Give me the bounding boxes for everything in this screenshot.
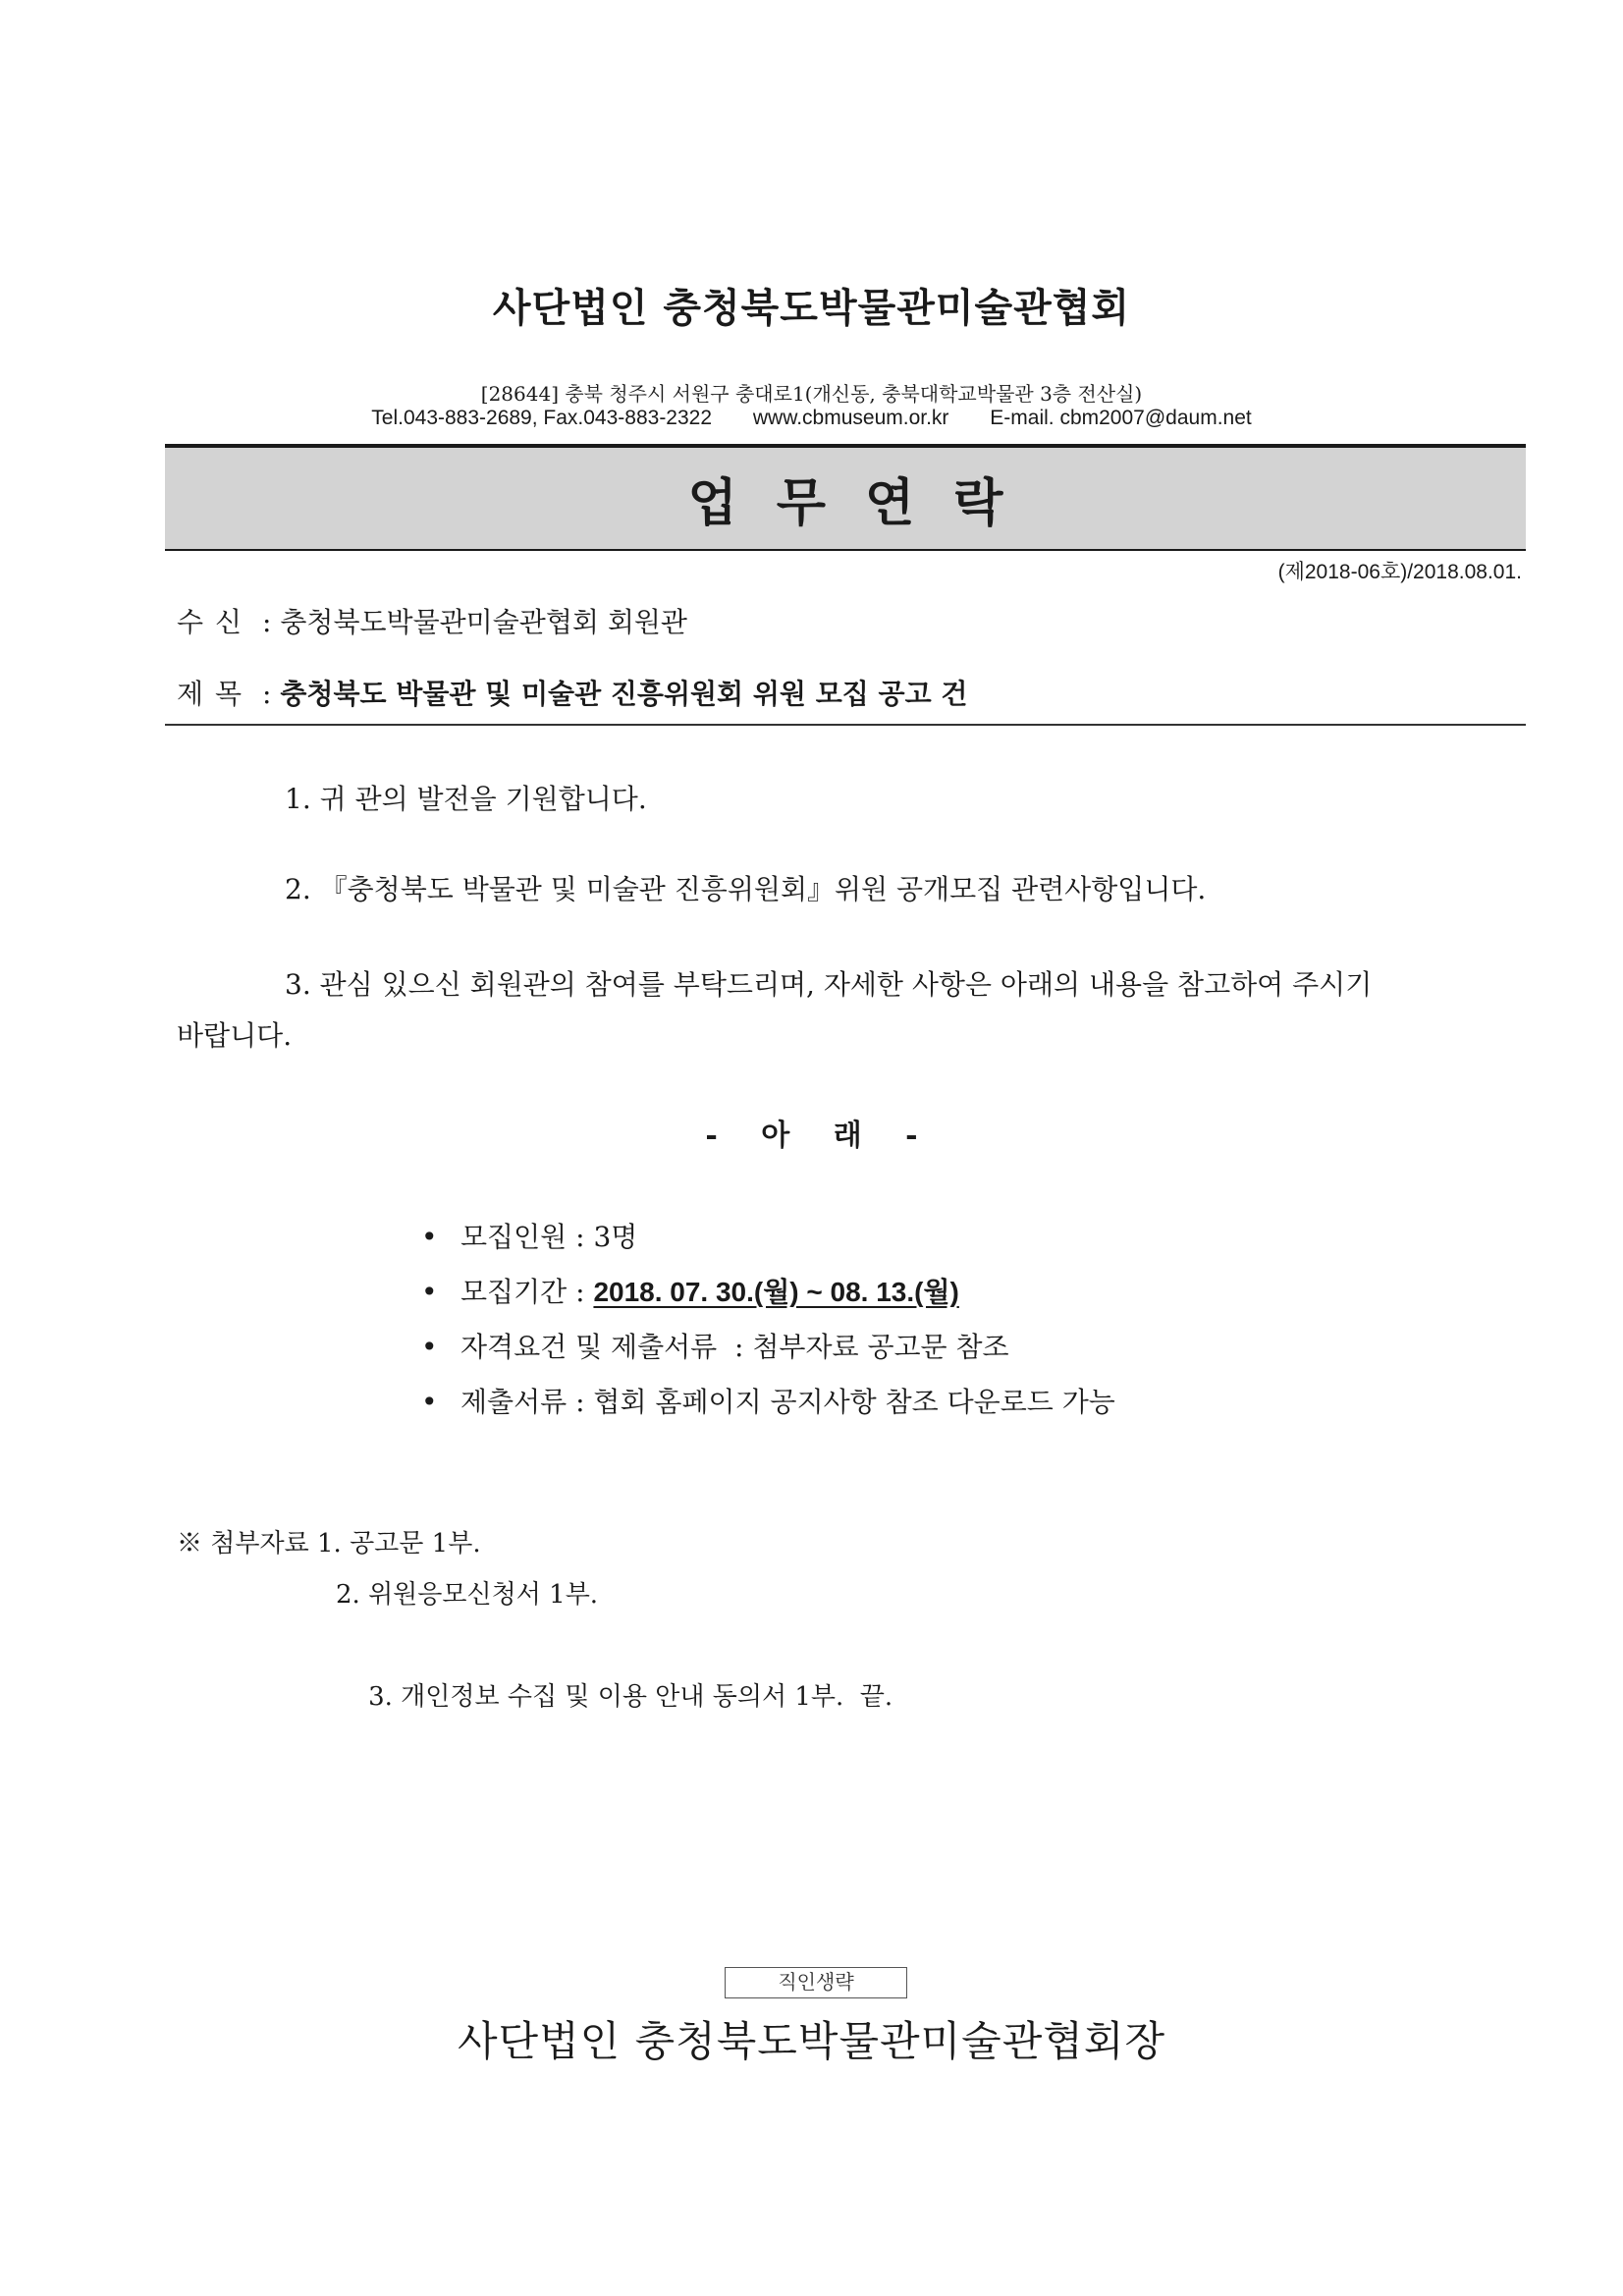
subject-value: 충청북도 박물관 및 미술관 진흥위원회 위원 모집 공고 건	[280, 678, 968, 710]
attachment-row	[177, 1569, 893, 1620]
website: www.cbmuseum.or.kr	[752, 407, 949, 429]
attachment-row	[177, 1518, 893, 1569]
list-item	[417, 1210, 1115, 1265]
organization-address: [28644] 충북 청주시 서원구 충대로1(개신동, 충북대학교박물관 3층 전산실)	[480, 382, 1143, 406]
recruits-value: 3명	[593, 1221, 638, 1253]
list-item	[417, 1320, 1115, 1375]
bullet-icon: •	[421, 1386, 438, 1418]
divider	[165, 724, 1526, 726]
documents-text: 제출서류 : 협회 홈페이지 공지사항 참조 다운로드 가능	[460, 1386, 1115, 1418]
seal-omitted-note: 직인생략	[725, 1967, 907, 1998]
paragraph-2: 2. 『충청북도 박물관 및 미술관 진흥위원회』위원 공개모집 관련사항입니다.	[285, 873, 1207, 905]
paragraph-3-continued: 바랍니다.	[177, 1019, 293, 1052]
attachments-prefix: ※ 첨부자료	[177, 1529, 309, 1558]
organization-title: 사단법인 충청북도박물관미술관협회	[492, 285, 1131, 331]
notice-heading: - 아 래 -	[705, 1119, 918, 1153]
recipient-field: 수신 : 충청북도박물관미술관협회 회원관	[177, 606, 687, 638]
recruits-label: 모집인원 :	[460, 1221, 585, 1253]
tel-fax: Tel.043-883-2689, Fax.043-883-2322	[371, 407, 713, 429]
document-type-title: 업무연락	[687, 473, 1043, 533]
subject-field: 제목 : 충청북도 박물관 및 미술관 진흥위원회 위원 모집 공고 건	[177, 678, 968, 710]
document-number-date: (제2018-06호)/2018.08.01.	[1277, 561, 1522, 583]
attachment-item: 2. 위원응모신청서 1부.	[336, 1580, 599, 1610]
signatory-name: 사단법인 충청북도박물관미술관협회장	[457, 2017, 1166, 2065]
attachment-item: 1. 공고문 1부.	[317, 1529, 481, 1558]
attachment-item: 3. 개인정보 수집 및 이용 안내 동의서 1부. 끝.	[368, 1682, 893, 1712]
email: E-mail. cbm2007@daum.net	[990, 407, 1252, 429]
recipient-label: 수신	[177, 606, 254, 638]
period-label: 모집기간 :	[460, 1276, 585, 1308]
list-item	[417, 1375, 1115, 1430]
paragraph-1: 1. 귀 관의 발전을 기원합니다.	[285, 783, 647, 815]
subject-label: 제목	[177, 678, 254, 710]
list-item	[417, 1265, 1115, 1320]
details-list	[417, 1210, 1115, 1430]
document-type-banner	[165, 444, 1526, 551]
contact-line	[0, 407, 1623, 430]
qualification-text: 자격요건 및 제출서류 : 첨부자료 공고문 참조	[460, 1331, 1009, 1363]
recipient-value: 충청북도박물관미술관협회 회원관	[280, 606, 687, 638]
paragraph-3: 3. 관심 있으신 회원관의 참여를 부탁드리며, 자세한 사항은 아래의 내용을 참고하여 주시기	[285, 968, 1373, 1001]
period-value: 2018. 07. 30.(월) ~ 08. 13.(월)	[593, 1277, 959, 1307]
bullet-icon: •	[421, 1221, 438, 1253]
attachments	[177, 1518, 893, 1712]
bullet-icon: •	[421, 1331, 438, 1363]
bullet-icon: •	[421, 1276, 438, 1308]
attachment-row	[177, 1620, 893, 1712]
